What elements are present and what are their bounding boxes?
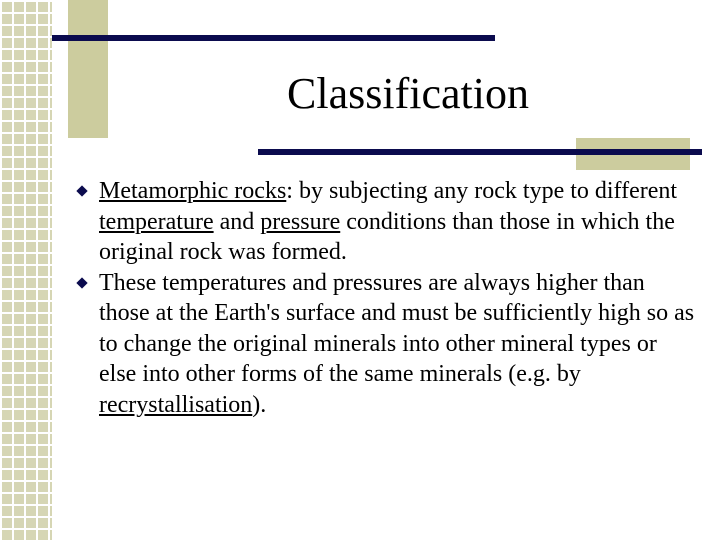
bullet-text-segment: conditions than those in which the original rock was formed. [99,208,675,265]
bullet-text-segment: These temperatures and pressures are always higher than those at the Earth's surface and must be sufficiently high so as to change the original minerals into other mineral types or else into other forms of the same minerals (e.g. by [99,269,695,387]
bullet-text-segment: ). [252,391,267,418]
title-top-rule [52,35,495,41]
diamond-bullet-icon [76,277,87,288]
bullet-text-segment: and [213,208,261,235]
metamorphic-rocks-link[interactable]: Metamorphic rocks [99,178,287,204]
slide-title: Classification [287,69,529,118]
title-bottom-rule [258,149,702,155]
bullet-item-temperatures [78,268,698,421]
pressure-link[interactable]: pressure [260,208,341,235]
bullet-item-metamorphic [78,176,698,268]
decorative-stripe-border [0,0,52,540]
temperature-link[interactable]: temperature [99,208,214,235]
bullet-text-segment: : by subjecting any rock type to different [286,178,678,204]
bullet-list [78,176,698,420]
recrystallisation-link[interactable]: recrystallisation [99,391,253,418]
decorative-accent-block-top [68,0,108,138]
diamond-bullet-icon [76,185,87,196]
